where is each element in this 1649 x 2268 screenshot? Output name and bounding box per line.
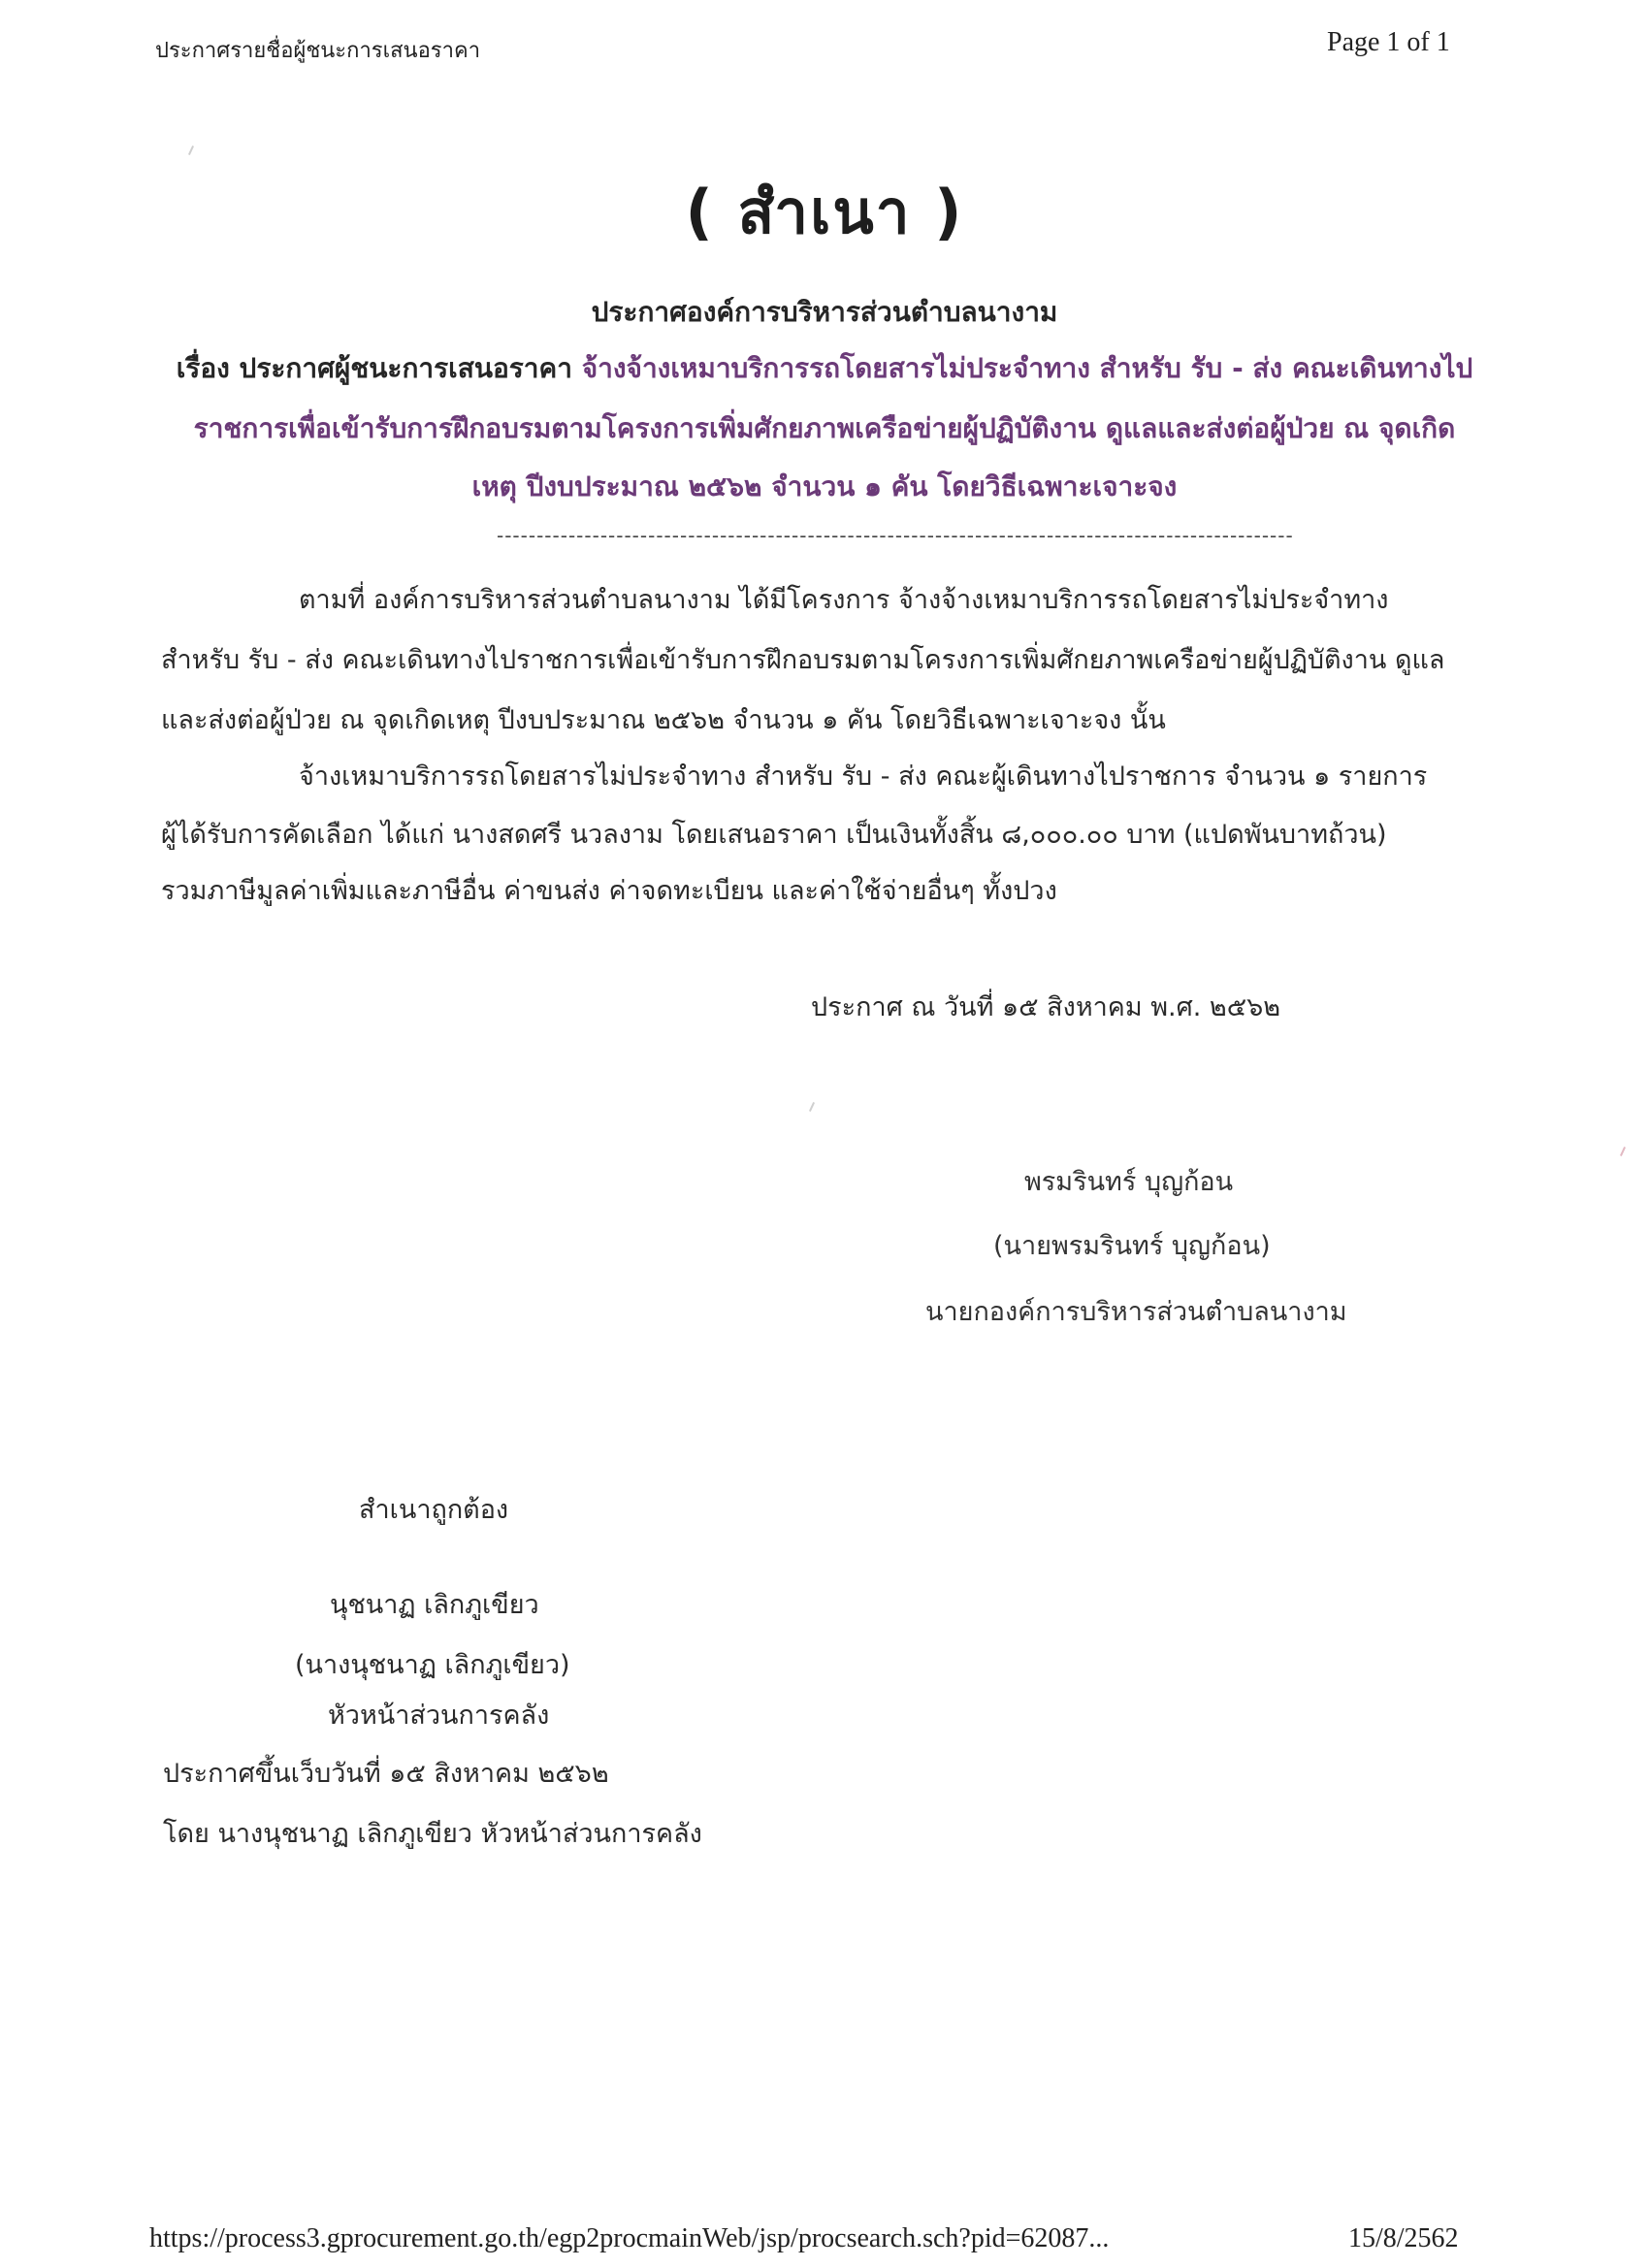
- print-footer-date: 15/8/2562: [1348, 2223, 1459, 2253]
- web-posting-date: ประกาศขึ้นเว็บวันที่ ๑๕ สิงหาคม ๒๕๖๒: [163, 1759, 609, 1789]
- announcement-heading: ประกาศองค์การบริหารส่วนตำบลนางาม: [591, 296, 1058, 328]
- print-header-title: ประกาศรายชื่อผู้ชนะการเสนอราคา: [155, 38, 481, 62]
- scan-speck: [1620, 1147, 1626, 1156]
- announcement-date: ประกาศ ณ วันที่ ๑๕ สิงหาคม พ.ศ. ๒๕๖๒: [811, 992, 1281, 1022]
- body-paragraph-1-line-2: สำหรับ รับ - ส่ง คณะเดินทางไปราชการเพื่อเข้ารับการฝึกอบรมตามโครงการเพิ่มศักยภาพเครือข่ายผู้ปฏิบัติงาน ดูแล: [161, 645, 1445, 675]
- web-posting-by: โดย นางนุชนาฏ เลิกภูเขียว หัวหน้าส่วนการคลัง: [163, 1819, 702, 1849]
- subject-prefix: เรื่อง ประกาศผู้ชนะการเสนอราคา: [176, 352, 572, 384]
- body-paragraph-1-line-1: ตามที่ องค์การบริหารส่วนตำบลนางาม ได้มีโครงการ จ้างจ้างเหมาบริการรถโดยสารไม่ประจำทาง: [299, 585, 1389, 615]
- certifier-full-name: (นางนุชนาฏ เลิกภูเขียว): [295, 1650, 570, 1680]
- certifier-position: หัวหน้าส่วนการคลัง: [328, 1701, 550, 1731]
- signer-signature-name: พรมรินทร์ บุญก้อน: [1024, 1167, 1234, 1197]
- signer-position: นายกองค์การบริหารส่วนตำบลนางาม: [925, 1297, 1347, 1327]
- subject-line-2: ราชการเพื่อเข้ารับการฝึกอบรมตามโครงการเพิ่มศักยภาพเครือข่ายผู้ปฏิบัติงาน ดูแลและส่งต่อผู้ป่วย ณ จุดเกิด: [193, 412, 1456, 444]
- subject-line-1: [0, 347, 1649, 390]
- copy-mark: ( สำเนา ): [685, 177, 964, 247]
- scan-speck: [188, 146, 194, 155]
- scan-speck: [809, 1102, 815, 1112]
- body-paragraph-1-line-3: และส่งต่อผู้ป่วย ณ จุดเกิดเหตุ ปีงบประมาณ ๒๕๖๒ จำนวน ๑ คัน โดยวิธีเฉพาะเจาะจง นั้น: [161, 705, 1166, 735]
- body-paragraph-2-line-3: รวมภาษีมูลค่าเพิ่มและภาษีอื่น ค่าขนส่ง ค่าจดทะเบียน และค่าใช้จ่ายอื่นๆ ทั้งปวง: [161, 876, 1057, 906]
- subject-line-3: เหตุ ปีงบประมาณ ๒๕๖๒ จำนวน ๑ คัน โดยวิธีเฉพาะเจาะจง: [471, 470, 1178, 502]
- certified-copy-label: สำเนาถูกต้อง: [359, 1495, 509, 1525]
- separator-line: ----------------------------------------------------------------------------------------------------: [497, 524, 1294, 547]
- subject-text: จ้างจ้างเหมาบริการรถโดยสารไม่ประจำทาง สำหรับ รับ - ส่ง คณะเดินทางไป: [572, 352, 1473, 384]
- body-paragraph-2-line-2: ผู้ได้รับการคัดเลือก ได้แก่ นางสดศรี นวลงาม โดยเสนอราคา เป็นเงินทั้งสิ้น ๘,๐๐๐.๐๐ บาท (แปดพันบาทถ้วน): [161, 820, 1387, 850]
- certifier-signature-name: นุชนาฏ เลิกภูเขียว: [330, 1590, 539, 1620]
- print-header-page-number: Page 1 of 1: [1327, 27, 1450, 57]
- signer-full-name: (นายพรมรินทร์ บุญก้อน): [993, 1231, 1271, 1261]
- body-paragraph-2-line-1: จ้างเหมาบริการรถโดยสารไม่ประจำทาง สำหรับ รับ - ส่ง คณะผู้เดินทางไปราชการ จำนวน ๑ รายการ: [299, 761, 1428, 792]
- print-footer-url: https://process3.gprocurement.go.th/egp2procmainWeb/jsp/procsearch.sch?pid=62087...: [149, 2223, 1110, 2253]
